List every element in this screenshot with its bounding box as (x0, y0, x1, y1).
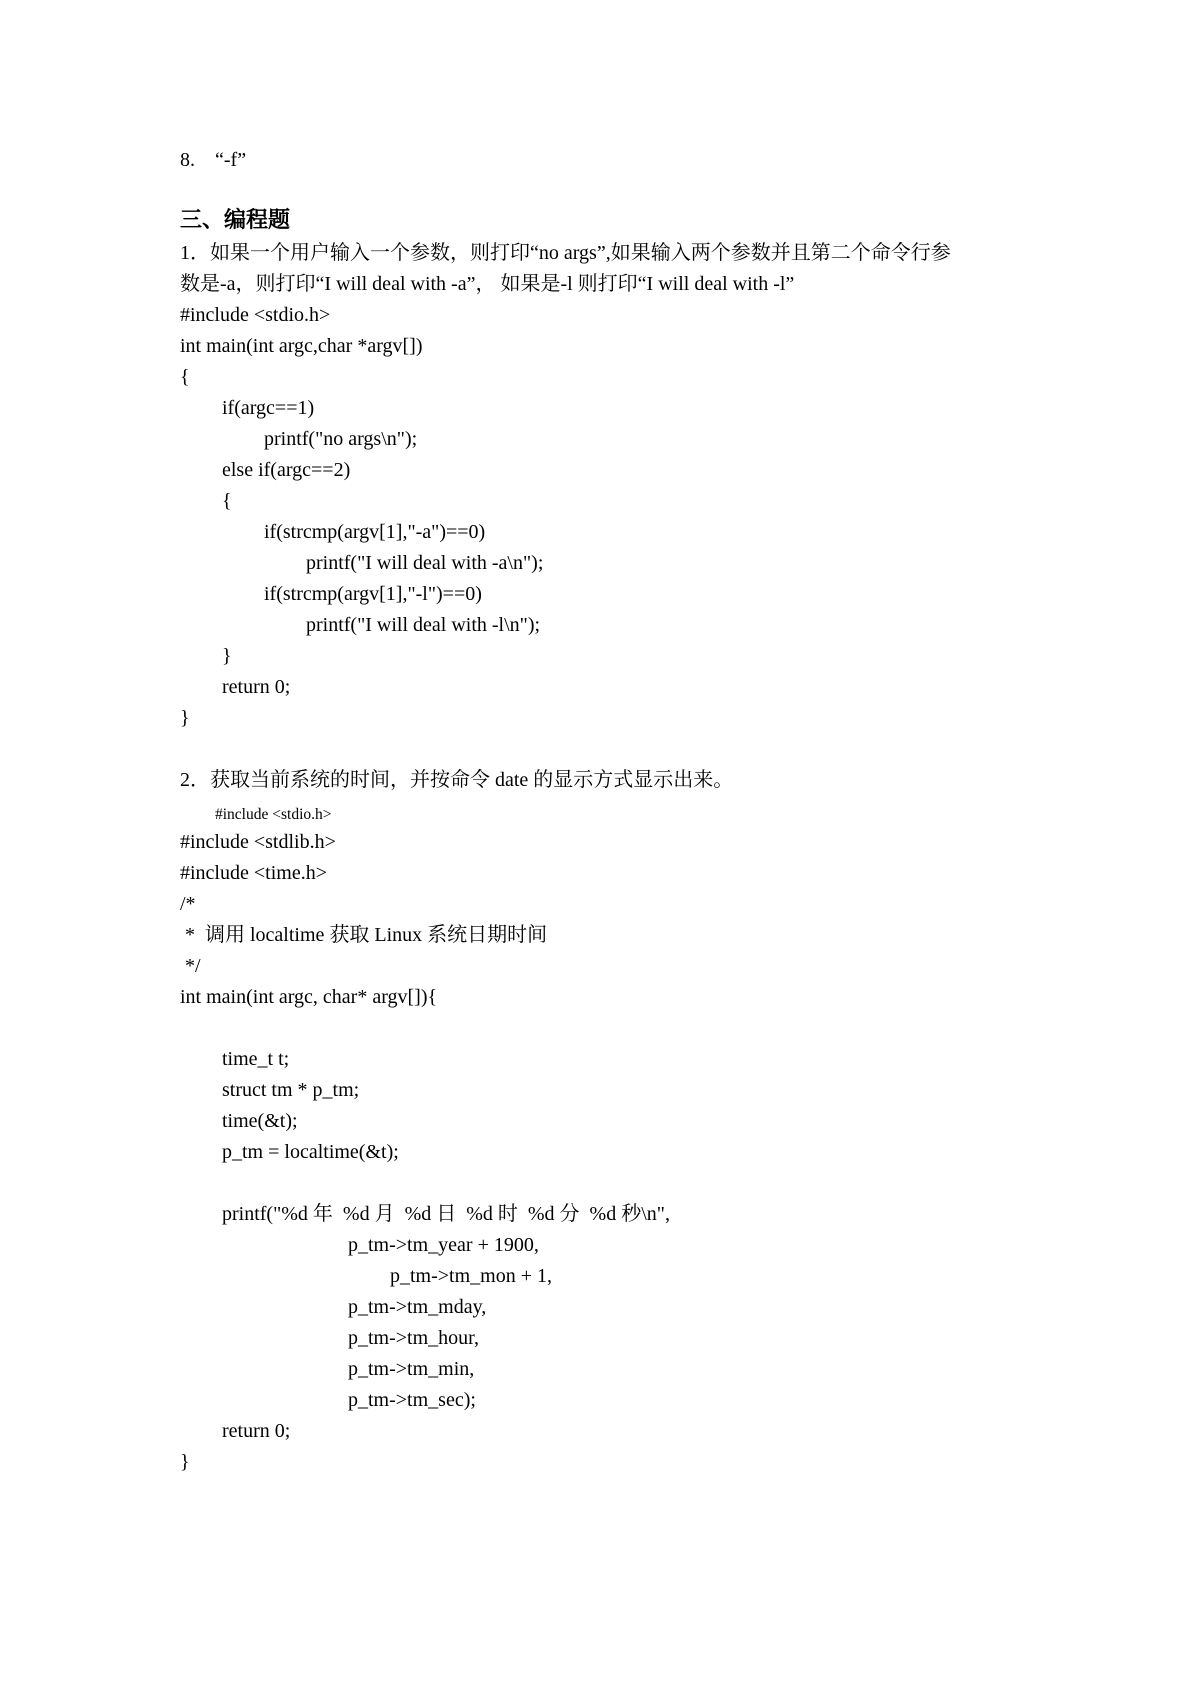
code-line: /* (180, 893, 196, 915)
code-line: return 0; (222, 676, 291, 698)
code-line: } (222, 645, 232, 667)
code-line: } (180, 707, 190, 729)
code-line: p_tm->tm_mon + 1, (390, 1265, 553, 1287)
code-line: if(strcmp(argv[1],"-a")==0) (264, 521, 486, 543)
code-line: time_t t; (222, 1048, 290, 1070)
code-line: #include <stdio.h> (215, 806, 332, 823)
code-line: if(argc==1) (222, 397, 315, 419)
code-line: * 调用 localtime 获取 Linux 系统日期时间 (180, 924, 548, 946)
q2-prompt: 2．获取当前系统的时间，并按命令 date 的显示方式显示出来。 (180, 769, 734, 791)
answer-8: 8. “-f” (180, 149, 247, 171)
code-line: p_tm->tm_year + 1900, (348, 1234, 539, 1256)
code-line: { (222, 490, 232, 512)
code-line: printf("%d 年 %d 月 %d 日 %d 时 %d 分 %d 秒\n", (222, 1203, 670, 1225)
q1-prompt-line1: 1．如果一个用户输入一个参数，则打印“no args”,如果输入两个参数并且第二个命令行参 (180, 242, 951, 264)
code-line: printf("no args\n"); (264, 428, 418, 450)
code-line: p_tm->tm_mday, (348, 1296, 487, 1318)
code-line: p_tm = localtime(&t); (222, 1141, 399, 1163)
code-line: */ (180, 955, 201, 977)
code-line: int main(int argc,char *argv[]) (180, 335, 423, 357)
code-line: else if(argc==2) (222, 459, 351, 481)
code-line: } (180, 1451, 190, 1473)
code-line: { (180, 366, 190, 388)
code-line: time(&t); (222, 1110, 298, 1132)
code-line: p_tm->tm_hour, (348, 1327, 480, 1349)
q1-prompt-line2: 数是-a，则打印“I will deal with -a”， 如果是-l 则打印“I will deal with -l” (180, 273, 795, 295)
code-line: int main(int argc, char* argv[]){ (180, 986, 438, 1008)
code-line: #include <stdio.h> (180, 304, 331, 326)
code-line: #include <stdlib.h> (180, 831, 336, 853)
code-line: return 0; (222, 1420, 291, 1442)
code-line: p_tm->tm_min, (348, 1358, 475, 1380)
code-line: p_tm->tm_sec); (348, 1389, 476, 1411)
code-line: #include <time.h> (180, 862, 327, 884)
code-line: if(strcmp(argv[1],"-l")==0) (264, 583, 482, 605)
code-line: struct tm * p_tm; (222, 1079, 360, 1101)
section-heading: 三、编程题 (180, 208, 291, 233)
code-line: printf("I will deal with -a\n"); (306, 552, 544, 574)
code-line: printf("I will deal with -l\n"); (306, 614, 541, 636)
